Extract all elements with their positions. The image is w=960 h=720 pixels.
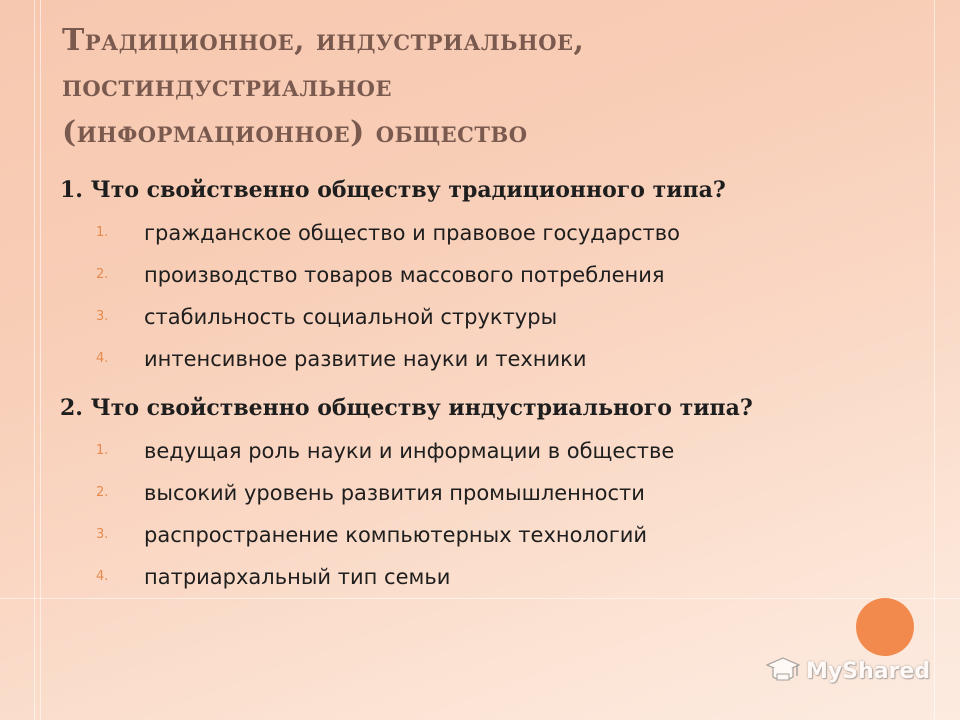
answer-text: гражданское общество и правовое государство [144,221,680,245]
list-item [60,254,880,296]
list-item [60,472,880,514]
list-number: 1. [96,443,109,458]
frame-line-left-inner [40,0,41,720]
list-number: 2. [96,485,109,500]
answer-text: стабильность социальной структуры [144,305,558,329]
list-number: 4. [96,351,109,366]
decorative-circle [856,598,914,656]
slide-title [62,18,822,156]
answer-text: интенсивное развитие науки и техники [144,347,587,371]
list-item [60,556,880,598]
question-1: 1. Что свойственно обществу традиционного типа? [60,177,726,203]
list-number: 1. [96,225,109,240]
watermark [766,656,930,686]
list-number: 4. [96,569,109,584]
question-2-answers [60,430,880,598]
title-line-1: Традиционное, индустриальное, [62,23,585,58]
list-item [60,514,880,556]
list-item [60,212,880,254]
watermark-text: MyShared [806,658,931,684]
list-number: 3. [96,527,109,542]
answer-text: ведущая роль науки и информации в обществе [144,439,675,463]
answer-text: патриархальный тип семьи [144,565,451,589]
frame-line-right [934,0,935,720]
title-line-2: постиндустриальное [62,69,392,104]
list-item [60,338,880,380]
list-number: 3. [96,309,109,324]
question-1-answers [60,212,880,380]
mortarboard-icon [766,656,800,686]
frame-line-left [34,0,35,720]
list-item [60,296,880,338]
list-item [60,430,880,472]
slide-content [60,172,880,608]
title-line-3: (информационное) общество [62,115,528,150]
list-number: 2. [96,267,109,282]
answer-text: производство товаров массового потребления [144,263,665,287]
question-2: 2. Что свойственно обществу индустриального типа? [60,395,753,421]
answer-text: высокий уровень развития промышленности [144,481,645,505]
answer-text: распространение компьютерных технологий [144,523,648,547]
